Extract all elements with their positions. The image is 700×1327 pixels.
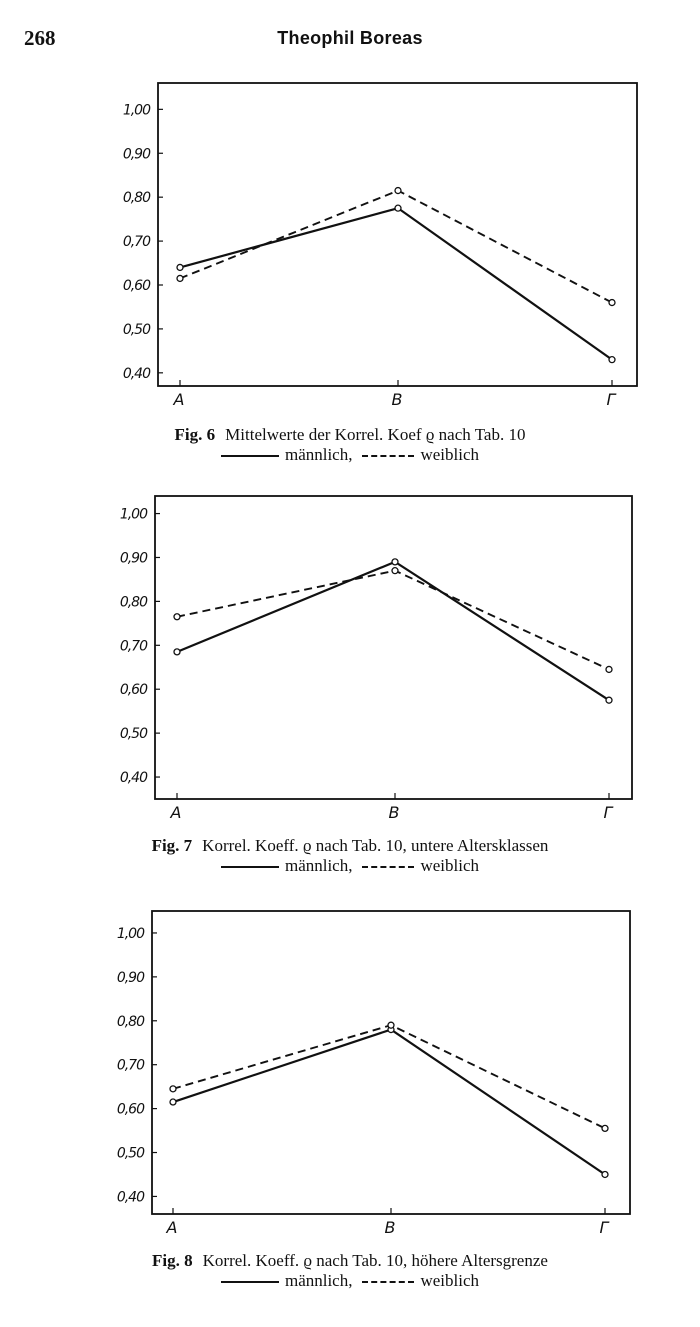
caption-text: Korrel. Koeff. ϱ nach Tab. 10, höhere Altersgrenze: [202, 1251, 548, 1270]
y-tick-label: 0,80: [122, 190, 150, 207]
data-point-weiblich: [388, 1022, 394, 1028]
figure-number: Fig. 6: [174, 425, 216, 444]
y-tick-label: 0,60: [122, 278, 150, 294]
x-category-label: A: [170, 803, 182, 822]
y-tick-label: 0,70: [119, 638, 147, 655]
data-point-weiblich: [602, 1125, 608, 1131]
page-number: 268: [24, 26, 56, 50]
x-category-label: B: [391, 390, 403, 409]
y-tick-label: 0,80: [116, 1013, 144, 1030]
y-tick-label: 0,40: [119, 770, 147, 787]
data-point-männlich: [602, 1171, 608, 1177]
legend-dashed-line: [362, 1281, 414, 1283]
y-tick-label: 0,90: [119, 550, 147, 567]
y-tick-label: 0,40: [122, 365, 150, 382]
caption-text: Mittelwerte der Korrel. Koef ϱ nach Tab. 10: [225, 425, 526, 444]
data-point-männlich: [170, 1099, 176, 1105]
series-line-männlich: [173, 1030, 605, 1175]
series-line-weiblich: [173, 1025, 605, 1128]
x-category-label: B: [384, 1218, 396, 1237]
data-point-weiblich: [170, 1086, 176, 1092]
x-category-label: B: [388, 803, 400, 822]
legend-female-label: weiblich: [420, 856, 480, 875]
y-tick-label: 0,80: [119, 594, 147, 611]
legend-female-label: weiblich: [420, 445, 480, 464]
legend-male-label: männlich,: [284, 445, 353, 464]
legend-male-label: männlich,: [284, 1271, 353, 1290]
y-tick-label: 0,60: [119, 682, 147, 699]
figure-number: Fig. 8: [152, 1251, 193, 1270]
y-tick-label: 0,50: [122, 321, 150, 338]
x-category-label: Γ: [606, 390, 616, 409]
plot-frame: [152, 911, 630, 1214]
y-tick-label: 0,90: [122, 146, 150, 163]
x-category-label: A: [173, 390, 185, 409]
x-category-label: Γ: [599, 1218, 609, 1237]
legend-female-label: weiblich: [420, 1271, 480, 1290]
y-tick-label: 0,40: [116, 1189, 144, 1206]
y-tick-label: 1,00: [119, 506, 147, 523]
y-tick-label: 0,90: [116, 969, 144, 986]
x-category-label: A: [166, 1218, 178, 1237]
running-head: Theophil Boreas: [277, 28, 423, 48]
y-tick-label: 0,50: [116, 1145, 144, 1162]
legend-male-label: männlich,: [284, 856, 353, 875]
caption-text: Korrel. Koeff. ϱ nach Tab. 10, untere Altersklassen: [202, 836, 549, 855]
y-tick-label: 0,50: [119, 726, 147, 743]
legend-solid-line: [221, 1281, 279, 1283]
y-tick-label: 1,00: [116, 925, 144, 942]
y-tick-label: 0,70: [116, 1057, 144, 1074]
figure-number: Fig. 7: [151, 836, 193, 855]
x-category-label: Γ: [603, 803, 613, 822]
y-tick-label: 1,00: [122, 102, 150, 119]
y-tick-label: 0,60: [116, 1101, 144, 1118]
caption-fig-8: [0, 1251, 700, 1291]
y-tick-label: 0,70: [122, 234, 150, 251]
